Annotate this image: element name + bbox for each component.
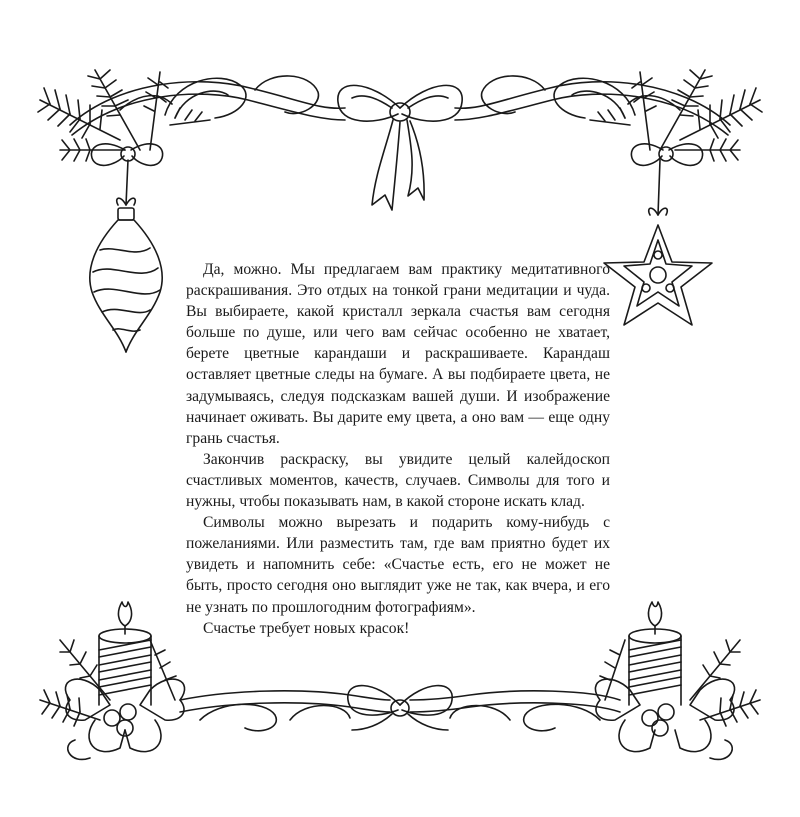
paragraph: Счастье требует новых красок!	[203, 619, 410, 637]
candle-icon	[99, 602, 151, 705]
paragraph: Закончив раскраску, вы увидите целый калейдоскоп счастливых моментов, качеств, случаев. Символы для того и нужны, чтобы показывать нам, в какой стороне искать клад.	[186, 450, 610, 511]
paragraph: Символы можно вырезать и подарить кому-нибудь с пожеланиями. Или разместить там, где вам приятно будет их увидеть и напомнить себе: «Счастье есть, его не может не быть, просто сегодня оно выглядит уже не так, как вчера, и его не узнать по прошлогодним фотографиям».	[186, 514, 610, 616]
bow-icon	[338, 85, 462, 210]
pine-branch-icon	[600, 640, 760, 726]
bow-icon	[65, 679, 184, 759]
pine-branch-icon	[40, 640, 176, 726]
star-ornament-icon	[604, 160, 712, 325]
bow-icon	[595, 679, 734, 759]
bow-icon	[91, 144, 162, 166]
bauble-icon	[90, 160, 162, 352]
garland-bottom-icon	[180, 691, 620, 731]
bow-icon	[348, 686, 452, 730]
bow-icon	[631, 144, 702, 166]
candle-icon	[629, 602, 681, 705]
body-text	[186, 259, 610, 639]
paragraph: Да, можно. Мы предлагаем вам практику медитативного раскрашивания. Это отдых на тонкой грани медитации и чуда. Вы выбираете, какой кристалл зеркала счастья вам сегодня больше по душе, или чего вам сейчас особенно не хватает, берете цветные карандаши и раскрашиваете. Карандаш оставляет цветные следы на бумаге. А вы подбираете цвета, не задумываясь, следуя подсказкам вашей души. И изображение начинает оживать. Вы дарите ему цвета, а оно вам — еще одну грань счастья.	[186, 261, 610, 447]
pine-branch-icon	[590, 70, 762, 161]
